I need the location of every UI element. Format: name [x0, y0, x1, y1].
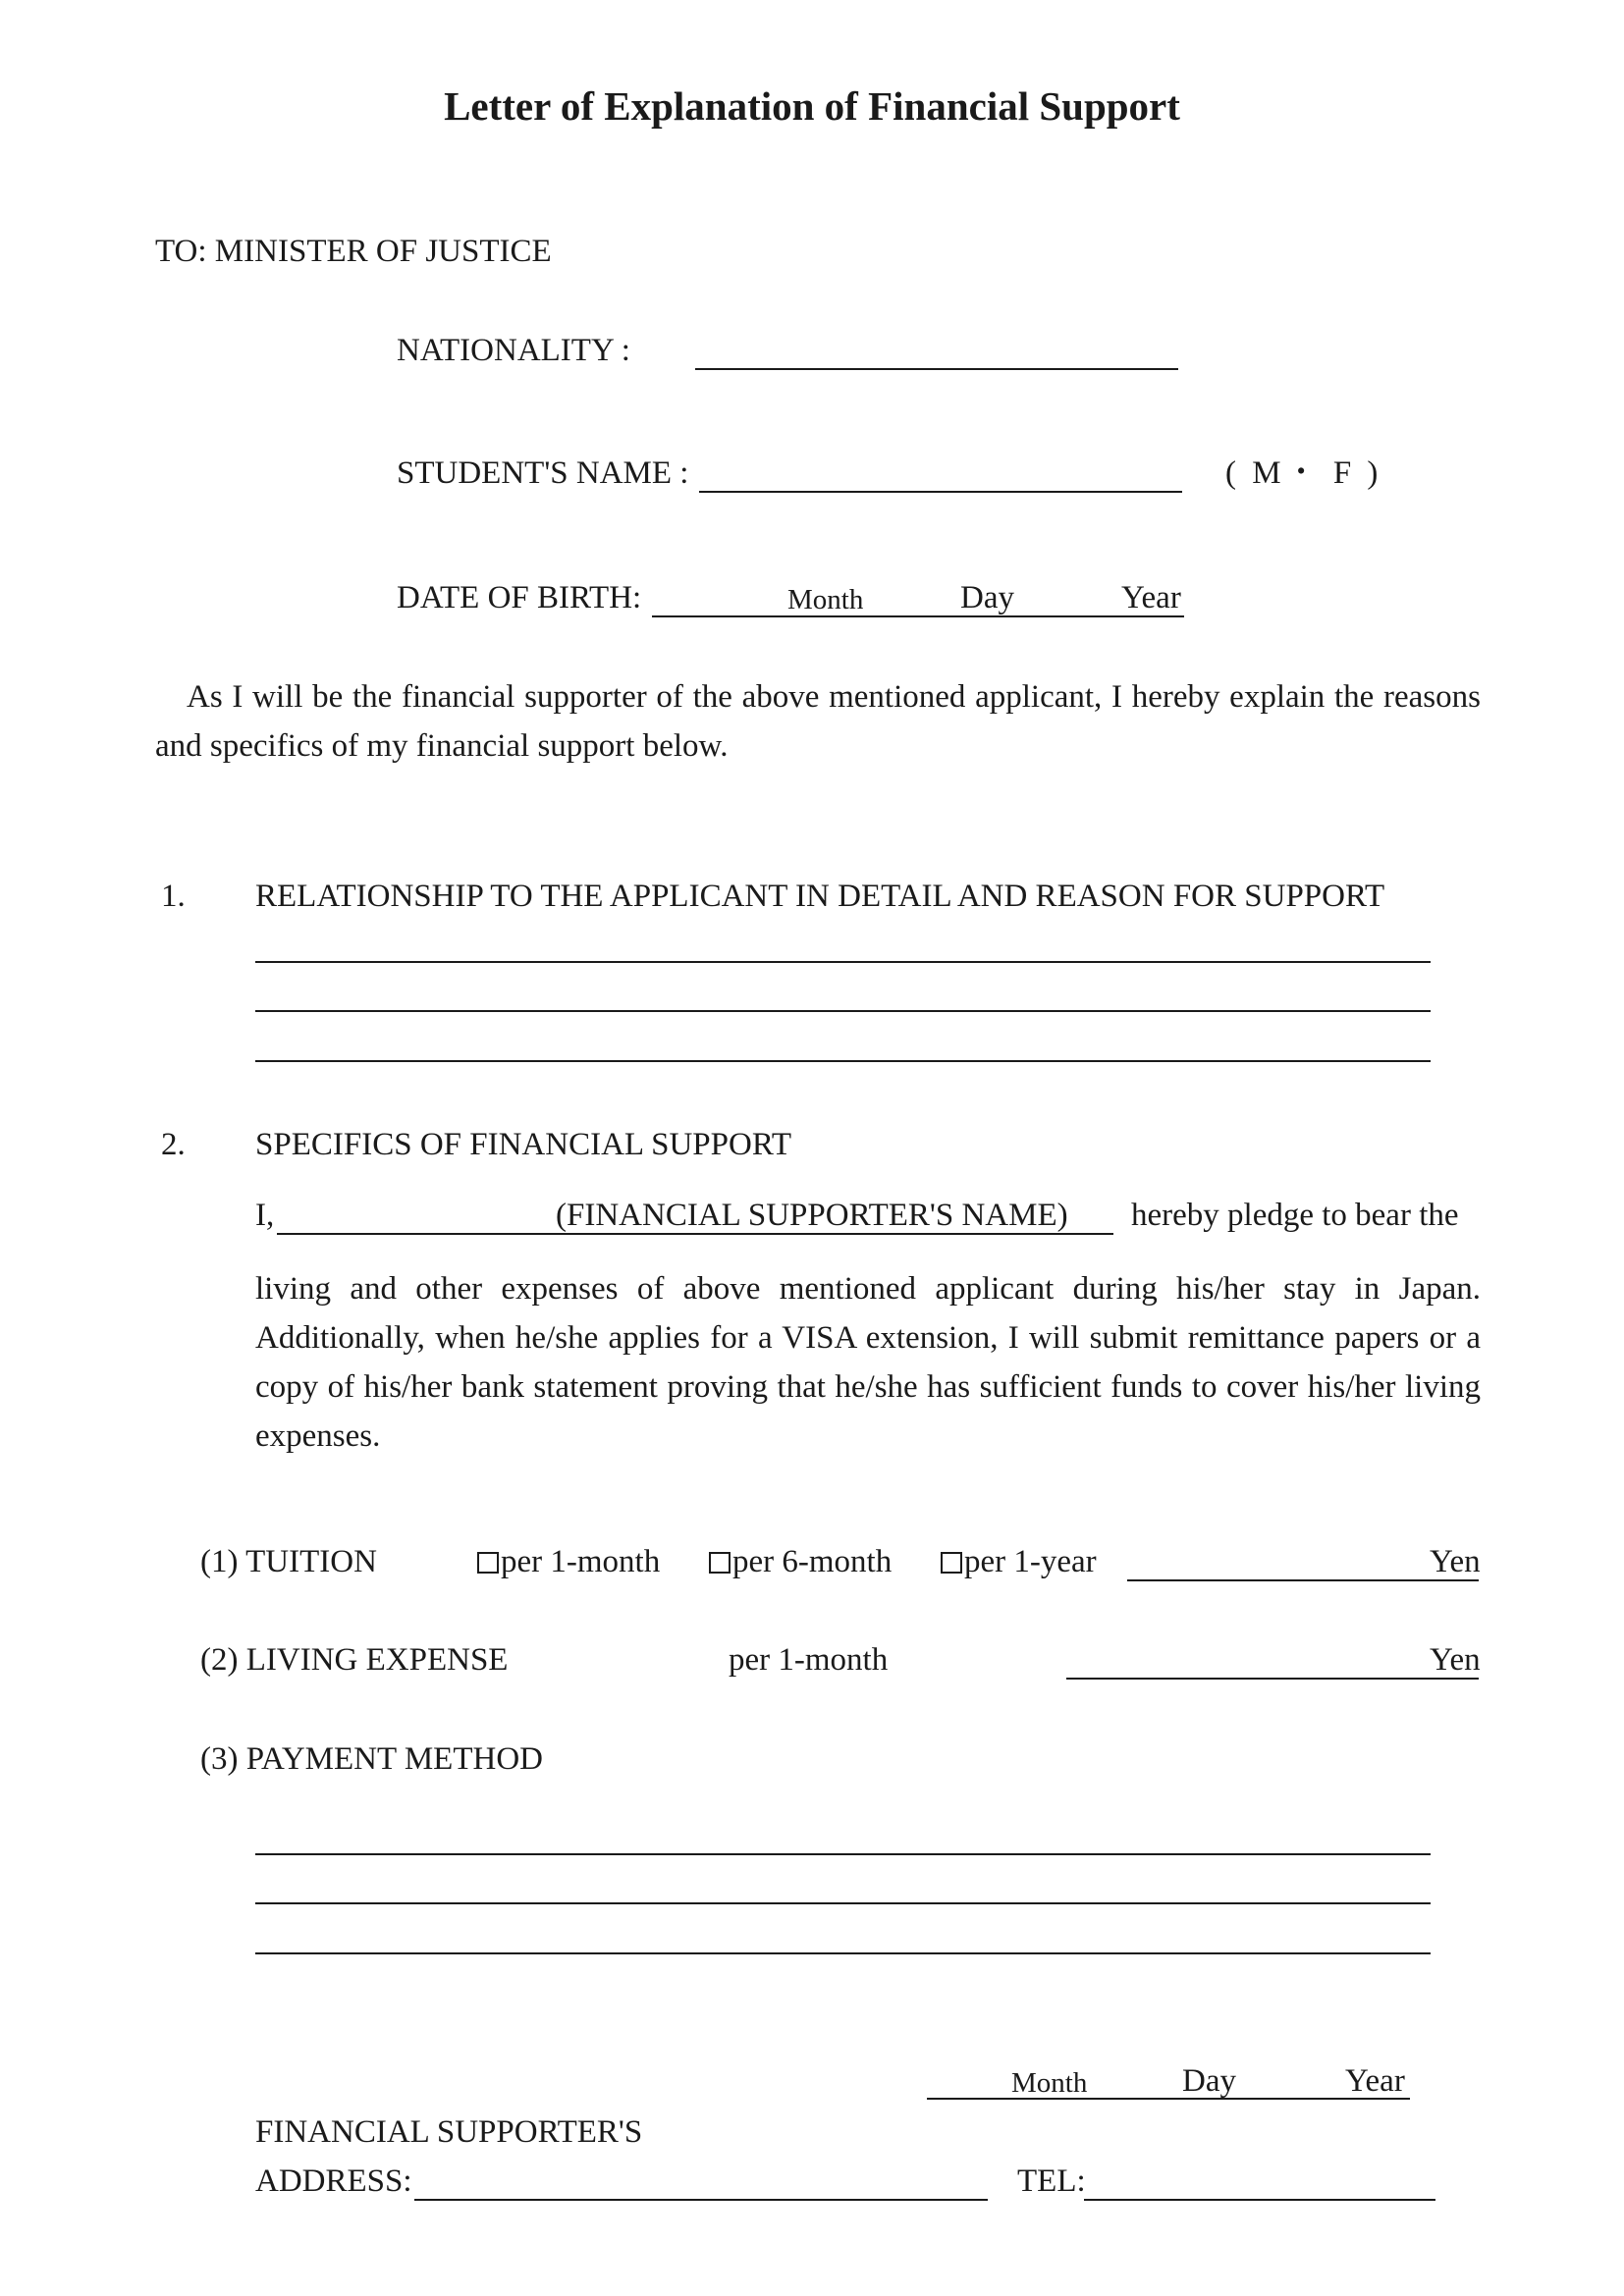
supporter-label: FINANCIAL SUPPORTER'S — [255, 2114, 643, 2150]
tuition-option-6month-label: per 6-month — [732, 1544, 893, 1579]
document-title: Letter of Explanation of Financial Support — [444, 83, 1180, 129]
pledge-suffix: hereby pledge to bear the — [1131, 1198, 1459, 1233]
address-label: ADDRESS: — [255, 2163, 412, 2199]
section1-number: 1. — [161, 879, 186, 914]
dob-day-hint: Day — [960, 580, 1014, 615]
checkbox-per-1-year[interactable] — [941, 1552, 962, 1574]
living-expense-unit: Yen — [1430, 1642, 1481, 1678]
tuition-option-year[interactable] — [941, 1546, 1097, 1578]
tuition-unit: Yen — [1430, 1544, 1481, 1579]
tuition-option-6month[interactable] — [709, 1546, 892, 1578]
payment-method-line-1[interactable] — [255, 1853, 1431, 1855]
supporter-name-field[interactable] — [277, 1233, 1113, 1235]
tuition-option-month-label: per 1-month — [501, 1544, 661, 1579]
section1-heading: RELATIONSHIP TO THE APPLICANT IN DETAIL AND REASON FOR SUPPORT — [255, 879, 1385, 914]
dob-month-hint: Month — [787, 584, 864, 615]
tel-field[interactable] — [1084, 2199, 1435, 2201]
gender-marker[interactable]: ( M・ F ) — [1225, 455, 1382, 491]
dob-year-hint: Year — [1121, 580, 1181, 615]
addressee-line: TO: MINISTER OF JUSTICE — [155, 234, 552, 269]
section2-number: 2. — [161, 1127, 186, 1162]
pledge-body: living and other expenses of above mentioned applicant during his/her stay in Japan. Additionally, when he/she applies for a VISA extension, I will submit remittance papers or a copy of his/her bank statement proving that he/she has sufficient funds to cover his/her living expenses. — [255, 1271, 1481, 1454]
payment-method-label: (3) PAYMENT METHOD — [200, 1741, 543, 1777]
supporter-name-hint: (FINANCIAL SUPPORTER'S NAME) — [556, 1198, 1068, 1233]
checkbox-per-1-month[interactable] — [477, 1552, 499, 1574]
dob-label: DATE OF BIRTH: — [397, 580, 642, 615]
relationship-line-3[interactable] — [255, 1060, 1431, 1062]
tuition-label: (1) TUITION — [200, 1544, 377, 1579]
address-field[interactable] — [414, 2199, 988, 2201]
tel-label: TEL: — [1017, 2163, 1086, 2199]
living-expense-amount-field[interactable] — [1066, 1678, 1479, 1680]
section2-heading: SPECIFICS OF FINANCIAL SUPPORT — [255, 1127, 792, 1162]
tuition-option-year-label: per 1-year — [964, 1544, 1097, 1579]
student-name-label: STUDENT'S NAME : — [397, 455, 689, 491]
payment-method-line-3[interactable] — [255, 1952, 1431, 1954]
checkbox-per-6-month[interactable] — [709, 1552, 731, 1574]
dob-field[interactable] — [652, 615, 1184, 617]
pledge-prefix: I, — [255, 1198, 275, 1233]
tuition-option-month[interactable] — [477, 1546, 660, 1578]
footer-month-hint: Month — [1011, 2067, 1088, 2099]
signature-date-field[interactable] — [927, 2098, 1410, 2100]
living-expense-label: (2) LIVING EXPENSE — [200, 1642, 509, 1678]
relationship-line-1[interactable] — [255, 961, 1431, 963]
student-name-field[interactable] — [699, 491, 1182, 493]
tuition-amount-field[interactable] — [1127, 1579, 1479, 1581]
footer-year-hint: Year — [1345, 2063, 1405, 2099]
living-expense-period: per 1-month — [729, 1642, 889, 1678]
relationship-line-2[interactable] — [255, 1010, 1431, 1012]
footer-day-hint: Day — [1182, 2063, 1236, 2099]
nationality-label: NATIONALITY : — [397, 333, 630, 368]
intro-paragraph: As I will be the financial supporter of the above mentioned applicant, I hereby explain the reasons and specifics of my financial support below. — [155, 679, 1481, 764]
nationality-field[interactable] — [695, 368, 1178, 370]
payment-method-line-2[interactable] — [255, 1902, 1431, 1904]
